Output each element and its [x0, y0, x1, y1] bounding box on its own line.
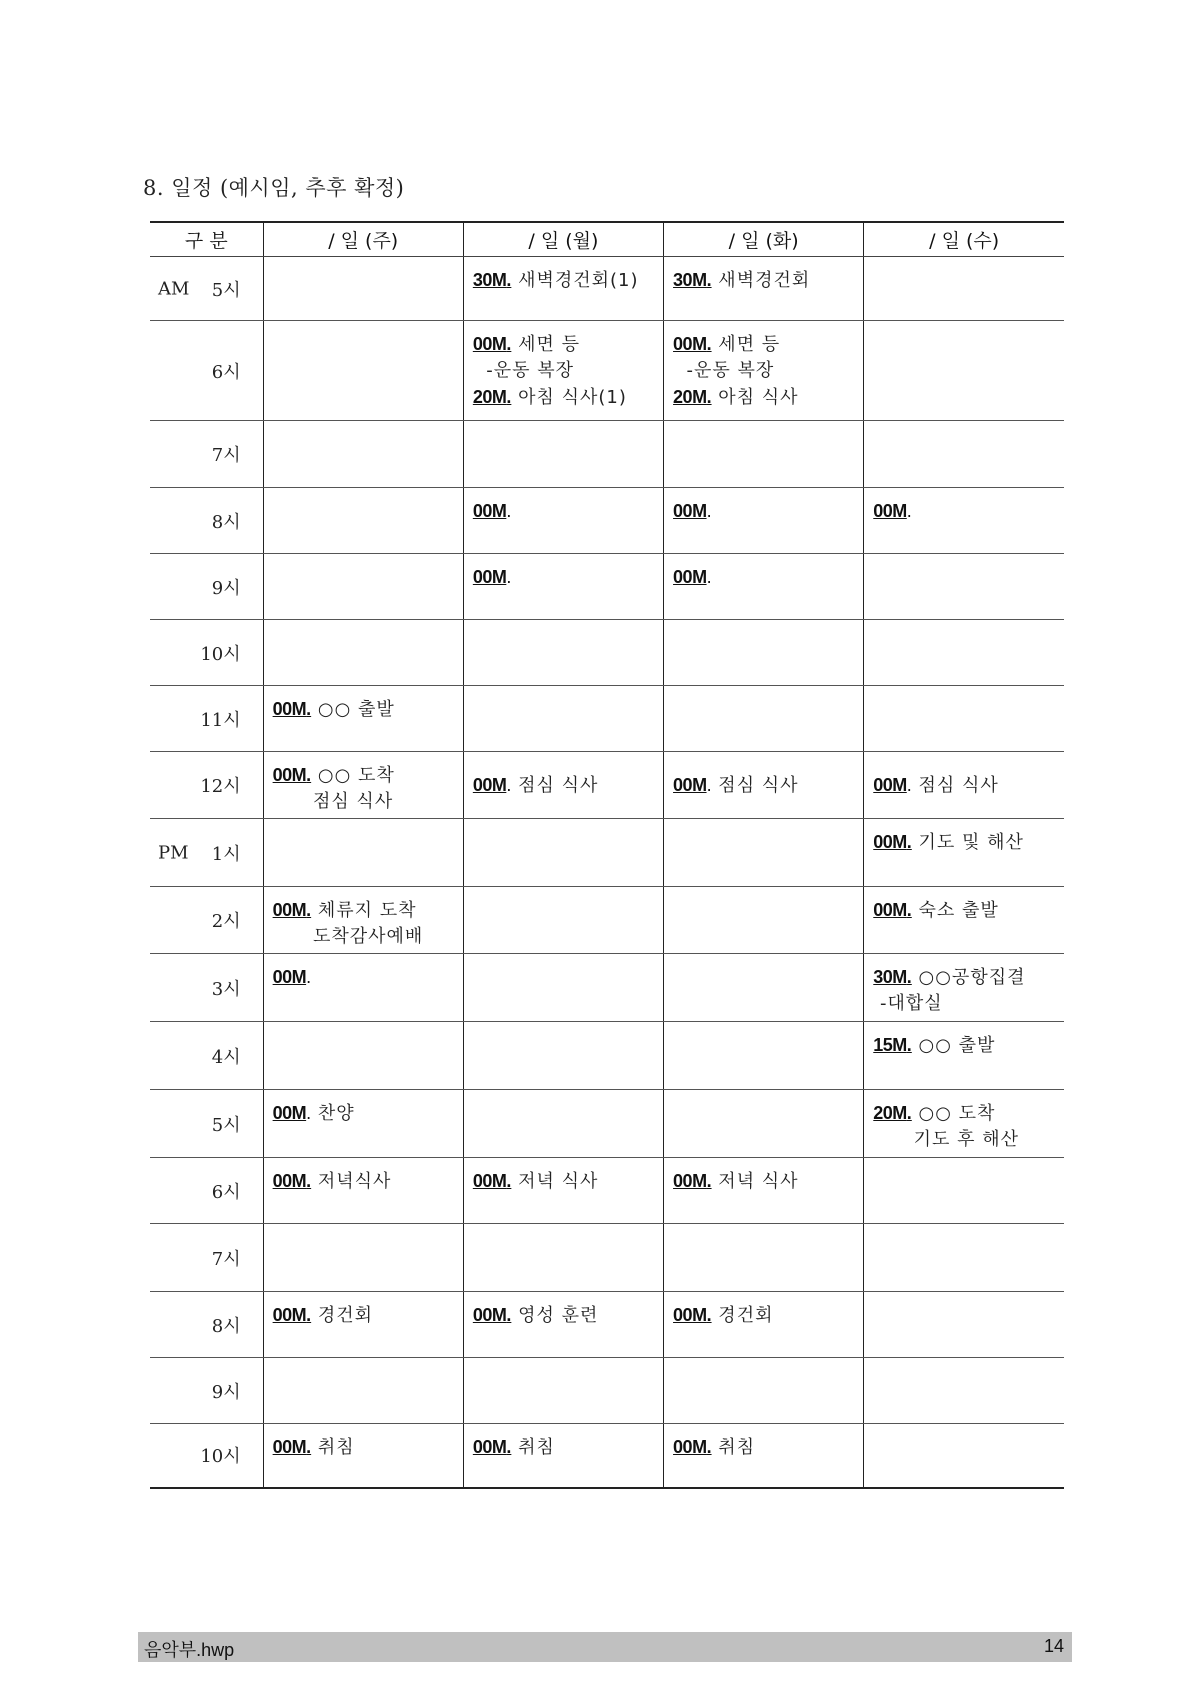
schedule-entry	[673, 772, 854, 799]
entry-continuation: 도착감사예배	[272, 926, 424, 947]
entry-time: 00M	[673, 1305, 707, 1325]
schedule-cell-sun	[263, 686, 463, 752]
schedule-cell-sun	[263, 819, 463, 887]
time-slot-label	[150, 620, 263, 686]
time-slot-label	[150, 954, 263, 1022]
entry-time-dot: .	[706, 1305, 712, 1325]
schedule-entry	[273, 1434, 454, 1461]
entry-time-dot: .	[506, 1437, 512, 1457]
entry-time-dot: .	[706, 1171, 712, 1191]
entry-time: 20M	[472, 387, 507, 407]
schedule-cell-sun	[263, 887, 463, 954]
table-row	[150, 686, 1064, 752]
schedule-entry	[473, 1168, 654, 1195]
footer-filename: 음악부.hwp	[144, 1640, 235, 1660]
header-day-sun: / 일 (주)	[263, 222, 463, 257]
schedule-entry	[673, 1302, 854, 1329]
entry-time-dot: .	[706, 1437, 712, 1457]
time-slot-label	[150, 752, 263, 819]
schedule-cell-mon	[463, 1292, 663, 1358]
schedule-cell-wed	[864, 257, 1064, 321]
entry-time-dot: .	[506, 270, 512, 290]
time-slot-label	[150, 257, 263, 321]
schedule-cell-mon	[463, 954, 663, 1022]
entry-time-dot: .	[306, 765, 312, 785]
schedule-table	[150, 221, 1064, 1489]
entry-time: 15M	[873, 1035, 907, 1055]
schedule-entry	[473, 772, 654, 799]
entry-text: 취침	[711, 1437, 756, 1458]
schedule-entry	[273, 964, 454, 991]
table-row	[150, 1424, 1064, 1488]
schedule-cell-mon	[463, 686, 663, 752]
schedule-cell-sun	[263, 421, 463, 488]
time-slot-label	[150, 1224, 263, 1292]
schedule-entry	[873, 897, 1055, 924]
schedule-cell-mon	[463, 1158, 663, 1224]
entry-time-dot: .	[306, 1171, 312, 1191]
schedule-cell-tue	[664, 1090, 864, 1158]
schedule-cell-wed	[864, 954, 1064, 1022]
entry-time-dot: .	[506, 775, 512, 795]
entry-time: 00M	[472, 501, 507, 521]
schedule-entry	[273, 897, 454, 924]
entry-text: 점심 식사	[911, 775, 999, 796]
entry-text: ○○ 도착	[911, 1103, 996, 1124]
entry-time-dot: .	[706, 775, 712, 795]
time-slot-label	[150, 1158, 263, 1224]
entry-time-dot: .	[306, 967, 312, 987]
entry-continuation: 점심 식사	[272, 791, 394, 812]
schedule-cell-mon	[463, 1358, 663, 1424]
hour-label: 9시	[211, 577, 241, 599]
schedule-cell-wed	[864, 887, 1064, 954]
entry-time: 30M	[472, 270, 507, 290]
entry-time-dot: .	[506, 334, 512, 354]
table-row	[150, 554, 1064, 620]
entry-time-dot: .	[906, 900, 912, 920]
header-day-wed: / 일 (수)	[864, 222, 1064, 257]
hour-label: 8시	[211, 1315, 241, 1337]
entry-time-dot: .	[506, 1171, 512, 1191]
schedule-cell-wed	[864, 1022, 1064, 1090]
entry-text: 새벽경건회(1)	[511, 270, 639, 291]
schedule-cell-wed	[864, 488, 1064, 554]
schedule-cell-mon	[463, 620, 663, 686]
entry-continuation: -운동 복장	[472, 360, 575, 381]
schedule-cell-wed	[864, 752, 1064, 819]
schedule-cell-tue	[664, 1424, 864, 1488]
entry-text: 세면 등	[711, 334, 781, 355]
time-slot-label	[150, 887, 263, 954]
entry-text: 찬양	[311, 1103, 355, 1124]
entry-time: 00M	[472, 775, 507, 795]
schedule-entry	[673, 267, 854, 294]
schedule-cell-wed	[864, 1424, 1064, 1488]
schedule-cell-mon	[463, 887, 663, 954]
entry-text: 취침	[511, 1437, 555, 1458]
entry-continuation: -운동 복장	[673, 360, 775, 381]
entry-time-dot: .	[306, 1437, 312, 1457]
hour-label: 1시	[211, 843, 241, 865]
hour-label: 6시	[211, 361, 241, 383]
schedule-cell-sun	[263, 488, 463, 554]
entry-time: 00M	[272, 900, 307, 920]
schedule-cell-tue	[664, 752, 864, 819]
entry-time: 00M	[873, 501, 907, 521]
table-row	[150, 488, 1064, 554]
time-slot-label	[150, 1022, 263, 1090]
schedule-entry	[873, 829, 1055, 856]
entry-time: 00M	[873, 832, 907, 852]
hour-label: 10시	[200, 643, 241, 665]
hour-label: 8시	[211, 511, 241, 533]
entry-time: 00M	[472, 334, 507, 354]
table-row	[150, 421, 1064, 488]
schedule-cell-wed	[864, 686, 1064, 752]
hour-label: 2시	[211, 911, 241, 932]
hour-label: 3시	[211, 978, 241, 1000]
schedule-cell-sun	[263, 1158, 463, 1224]
hour-label: 5시	[211, 1114, 241, 1136]
entry-time: 00M	[272, 1103, 307, 1123]
schedule-cell-sun	[263, 257, 463, 321]
schedule-cell-wed	[864, 554, 1064, 620]
schedule-entry	[673, 564, 854, 591]
time-slot-label	[150, 554, 263, 620]
time-slot-label	[150, 1090, 263, 1158]
entry-time-dot: .	[306, 699, 312, 719]
schedule-cell-mon	[463, 554, 663, 620]
entry-time-dot: .	[906, 775, 912, 795]
schedule-cell-wed	[864, 1090, 1064, 1158]
time-slot-label	[150, 1292, 263, 1358]
time-slot-label	[150, 1358, 263, 1424]
schedule-cell-mon	[463, 1224, 663, 1292]
schedule-entry	[673, 1168, 854, 1195]
entry-time-dot: .	[506, 1305, 512, 1325]
entry-time-dot: .	[906, 1103, 912, 1123]
entry-time: 00M	[272, 699, 307, 719]
schedule-entry	[473, 1434, 654, 1461]
table-row	[150, 887, 1064, 954]
table-row	[150, 1358, 1064, 1424]
entry-text: 아침 식사(1)	[511, 387, 627, 408]
schedule-cell-tue	[664, 554, 864, 620]
schedule-entry	[873, 1032, 1055, 1059]
entry-text: 아침 식사	[711, 387, 799, 408]
entry-time-dot: .	[506, 501, 512, 521]
schedule-cell-tue	[664, 1022, 864, 1090]
entry-time-dot: .	[306, 1103, 312, 1123]
schedule-cell-tue	[664, 954, 864, 1022]
schedule-cell-sun	[263, 1358, 463, 1424]
header-day-mon: / 일 (월)	[463, 222, 663, 257]
schedule-cell-sun	[263, 1224, 463, 1292]
entry-time: 00M	[673, 501, 707, 521]
entry-text: ○○ 출발	[911, 1035, 996, 1056]
schedule-cell-tue	[664, 488, 864, 554]
schedule-cell-tue	[664, 686, 864, 752]
entry-text: 새벽경건회	[711, 270, 811, 291]
schedule-entry	[473, 498, 654, 525]
entry-time-dot: .	[506, 387, 512, 407]
schedule-entry	[273, 696, 454, 723]
schedule-cell-mon	[463, 752, 663, 819]
schedule-cell-mon	[463, 1424, 663, 1488]
entry-time: 00M	[472, 1437, 507, 1457]
schedule-entry	[873, 1100, 1055, 1127]
schedule-entry	[673, 498, 854, 525]
entry-time: 00M	[472, 567, 507, 587]
time-slot-label	[150, 819, 263, 887]
schedule-cell-sun	[263, 752, 463, 819]
entry-text: 체류지 도착	[311, 900, 417, 921]
footer-page-number: 14	[1043, 1636, 1064, 1656]
table-row	[150, 257, 1064, 321]
entry-time-dot: .	[706, 567, 712, 587]
entry-text: 점심 식사	[711, 775, 799, 796]
entry-time: 00M	[673, 1437, 707, 1457]
schedule-cell-wed	[864, 1158, 1064, 1224]
entry-time: 00M	[873, 775, 907, 795]
hour-label: 5시	[211, 279, 241, 301]
entry-time: 20M	[873, 1103, 907, 1123]
schedule-cell-mon	[463, 819, 663, 887]
schedule-entry	[273, 1100, 454, 1127]
hour-label: 6시	[211, 1181, 241, 1203]
schedule-cell-tue	[664, 819, 864, 887]
entry-continuation: 기도 후 해산	[873, 1129, 1019, 1150]
schedule-cell-wed	[864, 1224, 1064, 1292]
entry-text: 점심 식사	[511, 775, 599, 796]
entry-time: 00M	[673, 775, 707, 795]
entry-time: 20M	[673, 387, 707, 407]
schedule-cell-tue	[664, 421, 864, 488]
schedule-entry	[473, 267, 654, 294]
entry-time-dot: .	[306, 1305, 312, 1325]
schedule-cell-mon	[463, 257, 663, 321]
hour-label: 10시	[200, 1446, 241, 1468]
entry-time: 00M	[472, 1171, 507, 1191]
schedule-cell-tue	[664, 1158, 864, 1224]
time-slot-label	[150, 1424, 263, 1488]
time-slot-label	[150, 321, 263, 421]
schedule-cell-mon	[463, 1022, 663, 1090]
table-row	[150, 752, 1064, 819]
entry-time-dot: .	[306, 900, 312, 920]
entry-time: 00M	[673, 334, 707, 354]
entry-text: 영성 훈련	[511, 1305, 599, 1326]
schedule-entry	[273, 762, 454, 789]
schedule-cell-mon	[463, 321, 663, 421]
entry-text: 숙소 출발	[911, 900, 999, 921]
schedule-cell-mon	[463, 421, 663, 488]
entry-time: 00M	[673, 567, 707, 587]
schedule-cell-tue	[664, 1292, 864, 1358]
table-row	[150, 1224, 1064, 1292]
entry-time: 30M	[873, 967, 907, 987]
time-slot-label	[150, 686, 263, 752]
entry-text: ○○ 출발	[311, 699, 395, 720]
schedule-entry	[873, 772, 1055, 799]
entry-time: 00M	[873, 900, 907, 920]
entry-text: ○○ 도착	[311, 765, 395, 786]
schedule-cell-wed	[864, 1292, 1064, 1358]
hour-label: 4시	[211, 1046, 241, 1068]
schedule-cell-tue	[664, 1224, 864, 1292]
ampm-label: PM	[158, 842, 189, 863]
schedule-cell-sun	[263, 1292, 463, 1358]
table-row	[150, 954, 1064, 1022]
hour-label: 7시	[211, 445, 241, 466]
time-slot-label	[150, 488, 263, 554]
entry-text: 경건회	[711, 1305, 774, 1326]
entry-time: 00M	[272, 1305, 307, 1325]
entry-time: 30M	[673, 270, 707, 290]
schedule-cell-sun	[263, 954, 463, 1022]
entry-time: 00M	[272, 1437, 307, 1457]
entry-time-dot: .	[706, 501, 712, 521]
header-day-tue: / 일 (화)	[664, 222, 864, 257]
page-footer	[138, 1632, 1072, 1662]
schedule-cell-wed	[864, 819, 1064, 887]
schedule-cell-wed	[864, 321, 1064, 421]
entry-text: 기도 및 해산	[911, 832, 1024, 853]
entry-time: 00M	[472, 1305, 507, 1325]
entry-time-dot: .	[506, 567, 512, 587]
hour-label: 12시	[200, 776, 241, 797]
entry-time: 00M	[272, 765, 307, 785]
schedule-entry	[673, 384, 854, 411]
schedule-cell-sun	[263, 1090, 463, 1158]
table-row	[150, 819, 1064, 887]
schedule-cell-tue	[664, 257, 864, 321]
schedule-entry	[473, 1302, 654, 1329]
schedule-cell-wed	[864, 1358, 1064, 1424]
schedule-cell-tue	[664, 887, 864, 954]
entry-time-dot: .	[706, 387, 712, 407]
schedule-cell-sun	[263, 321, 463, 421]
entry-time-dot: .	[906, 1035, 912, 1055]
hour-label: 11시	[200, 709, 241, 731]
entry-time-dot: .	[906, 501, 912, 521]
schedule-entry	[673, 1434, 854, 1461]
schedule-entry	[473, 564, 654, 591]
schedule-body	[150, 257, 1064, 1488]
schedule-cell-tue	[664, 321, 864, 421]
schedule-entry	[873, 964, 1055, 991]
entry-time-dot: .	[906, 832, 912, 852]
entry-time-dot: .	[906, 967, 912, 987]
section-heading: 8. 일정 (예시임, 추후 확정)	[143, 176, 405, 200]
entry-time: 00M	[272, 1171, 307, 1191]
schedule-cell-sun	[263, 1022, 463, 1090]
entry-text: ○○공항집결	[911, 967, 1026, 988]
schedule-cell-sun	[263, 1424, 463, 1488]
schedule-cell-mon	[463, 1090, 663, 1158]
time-slot-label	[150, 421, 263, 488]
schedule-cell-tue	[664, 1358, 864, 1424]
table-row	[150, 1022, 1064, 1090]
schedule-entry	[473, 384, 654, 411]
entry-time-dot: .	[706, 270, 712, 290]
entry-continuation: -대합실	[873, 993, 943, 1014]
table-row	[150, 620, 1064, 686]
schedule-entry	[473, 331, 654, 358]
header-category: 구 분	[150, 222, 263, 257]
schedule-cell-wed	[864, 620, 1064, 686]
entry-text: 경건회	[311, 1305, 374, 1326]
schedule-cell-wed	[864, 421, 1064, 488]
entry-text: 취침	[311, 1437, 355, 1458]
table-row	[150, 1158, 1064, 1224]
table-row	[150, 1090, 1064, 1158]
schedule-entry	[273, 1168, 454, 1195]
entry-text: 저녁 식사	[711, 1171, 799, 1192]
schedule-entry	[273, 1302, 454, 1329]
table-row	[150, 1292, 1064, 1358]
entry-text: 저녁식사	[311, 1171, 392, 1192]
entry-time: 00M	[272, 967, 307, 987]
entry-text: 저녁 식사	[511, 1171, 599, 1192]
table-header-row	[150, 222, 1064, 257]
entry-time-dot: .	[706, 334, 712, 354]
ampm-label: AM	[158, 278, 190, 299]
schedule-cell-sun	[263, 554, 463, 620]
entry-text: 세면 등	[511, 334, 580, 355]
schedule-entry	[673, 331, 854, 358]
schedule-cell-tue	[664, 620, 864, 686]
hour-label: 7시	[211, 1248, 241, 1270]
hour-label: 9시	[211, 1381, 241, 1403]
table-row	[150, 321, 1064, 421]
entry-time: 00M	[673, 1171, 707, 1191]
schedule-cell-sun	[263, 620, 463, 686]
schedule-entry	[873, 498, 1055, 525]
schedule-cell-mon	[463, 488, 663, 554]
